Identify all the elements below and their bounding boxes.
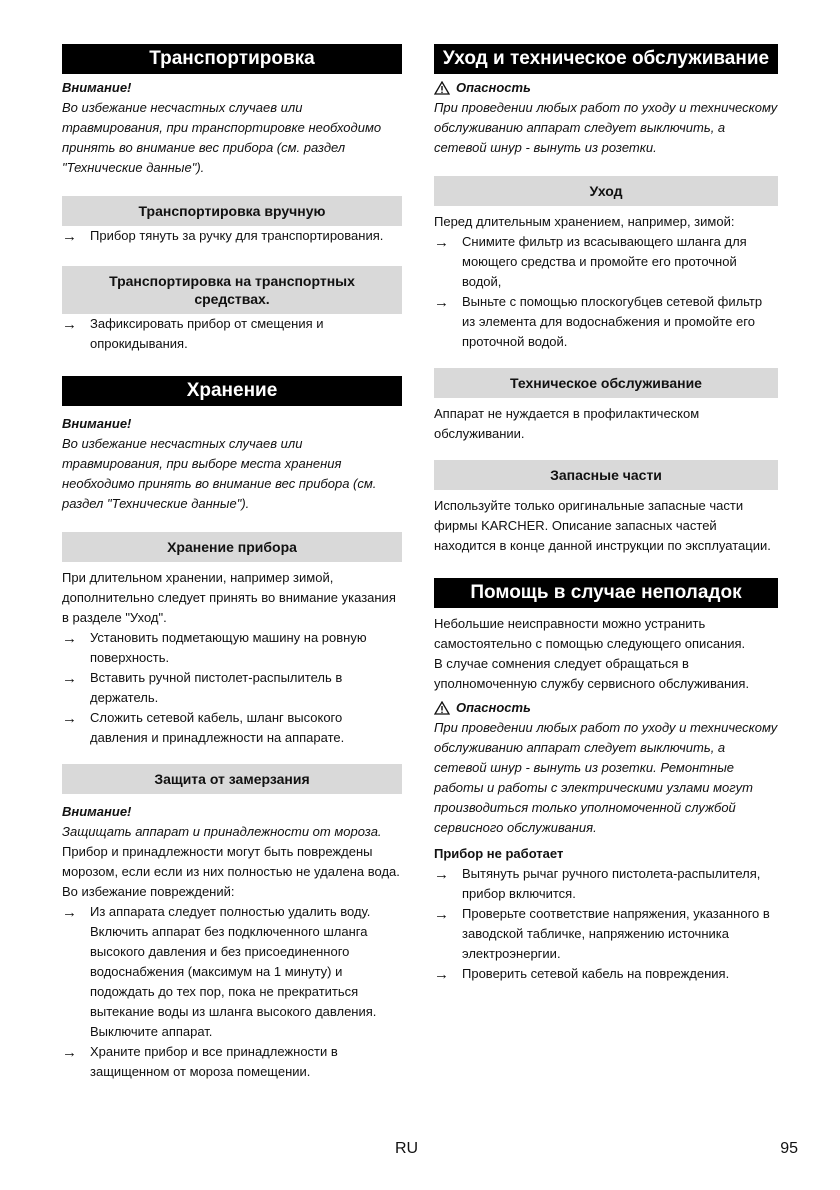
arrow-icon: → <box>434 906 449 923</box>
list-item: → Проверьте соответствие напряжения, указанного в заводской табличке, напряжению источника электроэнергии. <box>434 906 770 961</box>
page-number: 95 <box>780 1140 798 1157</box>
footer-language: RU <box>395 1140 419 1157</box>
help-danger-label-row <box>434 698 778 718</box>
list-item: → Храните прибор и все принадлежности в защищенном от мороза помещении. <box>62 1044 338 1079</box>
not-working-heading: Прибор не работает <box>434 846 564 861</box>
transport-warning-text: Во избежание несчастных случаев или травмирования, при транспортировке необходимо принять во внимание вес прибора (см. раздел "Технические данные"). <box>62 100 382 175</box>
storage-warning-label: Внимание! <box>62 416 132 431</box>
arrow-icon: → <box>62 1044 77 1061</box>
parts-text: Используйте только оригинальные запасные части фирмы KARCHER. Описание запасных частей находится в конце данной инструкции по эксплуатации. <box>434 498 771 553</box>
arrow-icon: → <box>434 966 449 983</box>
arrow-icon: → <box>434 294 449 311</box>
care-danger-text: При проведении любых работ по уходу и техническому обслуживанию аппарат следует выключить, а сетевой шнур - вынуть из розетки. <box>434 100 778 155</box>
arrow-icon: → <box>62 904 77 921</box>
help-danger-label: Опасность <box>456 700 531 715</box>
help-heading: Помощь в случае неполадок <box>434 578 778 608</box>
list-item: → Вытянуть рычаг ручного пистолета-распылителя, прибор включится. <box>434 866 761 901</box>
care-heading: Уход и техническое обслуживание <box>434 44 778 74</box>
arrow-icon: → <box>62 316 77 333</box>
list-item: → Сложить сетевой кабель, шланг высокого давления и принадлежности на аппарате. <box>62 710 345 745</box>
frost-list <box>62 902 402 1082</box>
care-sub-heading: Уход <box>434 176 778 206</box>
left-column <box>62 44 402 1082</box>
manual-transport-list <box>62 226 402 246</box>
list-item: → Прибор тянуть за ручку для транспортирования. <box>62 228 384 245</box>
arrow-icon: → <box>62 630 77 647</box>
list-item: → Снимите фильтр из всасывающего шланга для моющего средства и промойте его проточной водой, <box>434 234 747 289</box>
device-storage-heading: Хранение прибора <box>62 532 402 562</box>
device-storage-list <box>62 628 402 748</box>
help-text-2: В случае сомнения следует обращаться в уполномоченную службу сервисного обслуживания. <box>434 656 750 691</box>
storage-warning-text: Во избежание несчастных случаев или травмирования, при выборе места хранения необходимо принять во внимание вес прибора (см. раздел "Технические данные"). <box>62 436 377 511</box>
vehicle-transport-list <box>62 314 402 354</box>
arrow-icon: → <box>62 228 77 245</box>
care-list <box>434 232 778 352</box>
maintenance-text: Аппарат не нуждается в профилактическом обслуживании. <box>434 406 700 441</box>
arrow-icon: → <box>434 234 449 251</box>
right-column <box>434 44 778 984</box>
frost-heading: Защита от замерзания <box>62 764 402 794</box>
arrow-icon: → <box>62 670 77 687</box>
vehicle-transport-heading: Транспортировка на транспортных средствах. <box>62 266 402 314</box>
list-item: → Из аппарата следует полностью удалить воду. Включить аппарат без подключенного шланга высокого давления и без присоединенного водоснабжения (максимум на 1 минуту) и подождать до тех пор, пока не прекратиться вытекание воды из шланга высокого давления. Выключите аппарат. <box>62 904 377 1039</box>
help-danger-text: При проведении любых работ по уходу и техническому обслуживанию аппарат следует выключить, а сетевой шнур - вынуть из розетки. Ремонтные работы и работы с электрическими узлами могут производиться только уполномоченной службой сервисного обслуживания. <box>434 720 778 835</box>
help-text-1: Небольшие неисправности можно устранить самостоятельно с помощью следующего описания. <box>434 616 746 651</box>
frost-warning-label: Внимание! <box>62 804 132 819</box>
device-storage-text: При длительном хранении, например зимой, дополнительно следует принять во внимание указания в разделе "Уход". <box>62 570 396 625</box>
not-working-list <box>434 864 778 984</box>
warning-triangle-icon <box>434 81 450 95</box>
parts-heading: Запасные части <box>434 460 778 490</box>
frost-warning-text: Защищать аппарат и принадлежности от мороза. <box>62 824 382 839</box>
frost-text: Прибор и принадлежности могут быть повреждены морозом, если если из них полностью не удалена вода. Во избежание повреждений: <box>62 844 400 899</box>
care-sub-text: Перед длительным хранением, например, зимой: <box>434 214 735 229</box>
transport-warning-label: Внимание! <box>62 80 132 95</box>
arrow-icon: → <box>62 710 77 727</box>
list-item: → Выньте с помощью плоскогубцев сетевой фильтр из элемента для водоснабжения и промойте его проточной водой. <box>434 294 763 349</box>
warning-triangle-icon <box>434 701 450 715</box>
manual-transport-heading: Транспортировка вручную <box>62 196 402 226</box>
list-item: → Установить подметающую машину на ровную поверхность. <box>62 630 367 665</box>
list-item: → Проверить сетевой кабель на повреждения. <box>434 966 730 983</box>
list-item: → Вставить ручной пистолет-распылитель в держатель. <box>62 670 343 705</box>
transport-heading: Транспортировка <box>62 44 402 74</box>
care-danger-label: Опасность <box>456 80 531 95</box>
arrow-icon: → <box>434 866 449 883</box>
care-danger-label-row <box>434 78 778 98</box>
maintenance-heading: Техническое обслуживание <box>434 368 778 398</box>
storage-heading: Хранение <box>62 376 402 406</box>
list-item: → Зафиксировать прибор от смещения и опрокидывания. <box>62 316 324 351</box>
